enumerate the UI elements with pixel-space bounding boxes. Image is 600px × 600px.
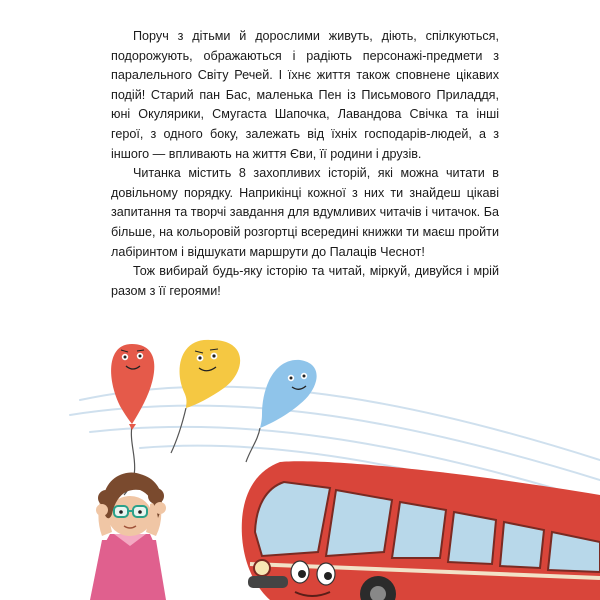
- paragraph-2: Читанка містить 8 захопливих історій, які можна читати в довільному порядку. Наприкінці кожної з них ти знайдеш цікаві запитання та творчі завдання для вдумливих читачів і читачок. Ба більше, на кольоровій розгортці всередині книжки ти маєш пройти лабіринтом і відшукати маршрути до Палаців Чеснот!: [111, 166, 499, 259]
- yellow-balloon: [171, 340, 240, 453]
- illustration: [0, 320, 600, 600]
- girl: [90, 473, 166, 600]
- red-bus: [242, 461, 600, 600]
- blue-balloon: [246, 360, 317, 462]
- red-balloon: [111, 344, 154, 495]
- paragraph-1: Поруч з дітьми й дорослими живуть, діють, спілкуються, подорожують, ображаються і радіють персонажі-предмети з паралельного Світу Речей. І їхнє життя також сповнене цікавих подій! Старий пан Бас, маленька Пен із Письмового Приладдя, юні Окулярики, Смугаста Шапочка, Лавандова Свічка та інші герої, з одного боку, залежать від їхніх господарів-людей, а з іншого — впливають на життя Єви, її родини і друзів.: [111, 29, 499, 161]
- text-block: [111, 27, 499, 301]
- paragraph-3: Тож вибирай будь-яку історію та читай, міркуй, дивуйся і мрій разом з її героями!: [111, 264, 499, 298]
